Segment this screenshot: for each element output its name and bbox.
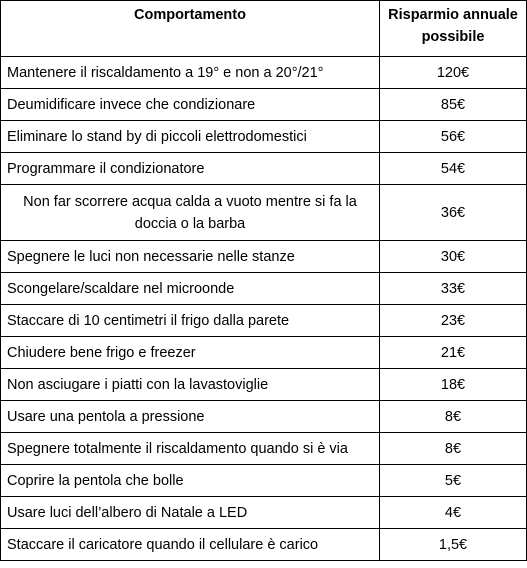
saving-cell: 8€ <box>380 401 527 433</box>
behavior-cell: Staccare il caricatore quando il cellulare è carico <box>1 529 380 561</box>
behavior-cell: Mantenere il riscaldamento a 19° e non a 20°/21° <box>1 57 380 89</box>
saving-cell: 33€ <box>380 273 527 305</box>
table-row <box>1 369 527 401</box>
saving-cell: 5€ <box>380 465 527 497</box>
header-behavior: Comportamento <box>1 1 380 57</box>
header-row <box>1 1 527 57</box>
saving-cell: 85€ <box>380 89 527 121</box>
table-row <box>1 185 527 241</box>
behavior-cell: Spegnere le luci non necessarie nelle stanze <box>1 241 380 273</box>
header-saving: Risparmio annuale possibile <box>380 1 527 57</box>
saving-cell: 54€ <box>380 153 527 185</box>
table-row <box>1 57 527 89</box>
table-row <box>1 305 527 337</box>
saving-cell: 1,5€ <box>380 529 527 561</box>
behavior-cell: Spegnere totalmente il riscaldamento quando si è via <box>1 433 380 465</box>
behavior-cell: Non asciugare i piatti con la lavastoviglie <box>1 369 380 401</box>
saving-cell: 23€ <box>380 305 527 337</box>
table-row <box>1 497 527 529</box>
saving-cell: 8€ <box>380 433 527 465</box>
behavior-cell: Coprire la pentola che bolle <box>1 465 380 497</box>
saving-cell: 4€ <box>380 497 527 529</box>
saving-cell: 36€ <box>380 185 527 241</box>
saving-cell: 21€ <box>380 337 527 369</box>
behavior-cell: Programmare il condizionatore <box>1 153 380 185</box>
behavior-cell: Chiudere bene frigo e freezer <box>1 337 380 369</box>
table-row <box>1 401 527 433</box>
saving-cell: 120€ <box>380 57 527 89</box>
table-row <box>1 89 527 121</box>
table-row <box>1 337 527 369</box>
behavior-cell: Deumidificare invece che condizionare <box>1 89 380 121</box>
behavior-cell: Usare una pentola a pressione <box>1 401 380 433</box>
table-row <box>1 433 527 465</box>
table-row <box>1 529 527 561</box>
table-row <box>1 153 527 185</box>
behavior-cell: Usare luci dell’albero di Natale a LED <box>1 497 380 529</box>
table-row <box>1 273 527 305</box>
behavior-cell: Scongelare/scaldare nel microonde <box>1 273 380 305</box>
table-row <box>1 121 527 153</box>
behavior-cell: Staccare di 10 centimetri il frigo dalla parete <box>1 305 380 337</box>
saving-cell: 30€ <box>380 241 527 273</box>
table-row <box>1 465 527 497</box>
behavior-cell: Eliminare lo stand by di piccoli elettrodomestici <box>1 121 380 153</box>
behavior-cell: Non far scorrere acqua calda a vuoto mentre si fa la doccia o la barba <box>1 185 380 241</box>
saving-cell: 56€ <box>380 121 527 153</box>
saving-cell: 18€ <box>380 369 527 401</box>
table-row <box>1 241 527 273</box>
